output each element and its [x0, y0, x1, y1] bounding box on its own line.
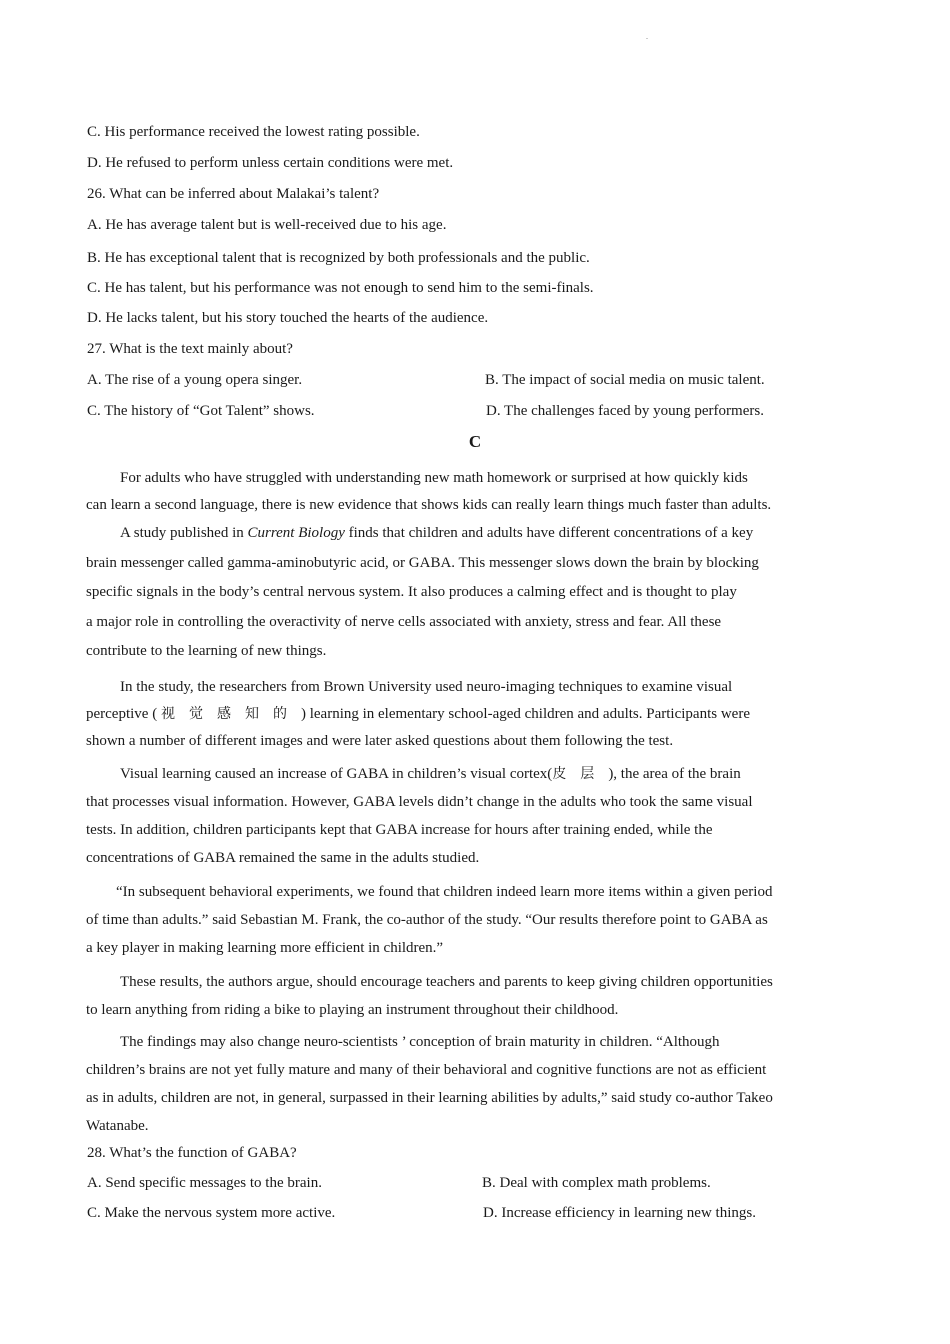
chinese-gloss: 视觉感知的 [160, 706, 301, 722]
paragraph-line: shown a number of different images and were later asked questions about them following the test. [86, 733, 674, 749]
paragraph-line: contribute to the learning of new things. [86, 643, 327, 659]
q28-option-c: C. Make the nervous system more active. [87, 1205, 336, 1221]
text-run: ), the area of the brain [608, 766, 741, 782]
paragraph-line: as in adults, children are not, in general, surpassed in their learning abilities by adults,” said study co-author Takeo [86, 1090, 773, 1106]
scan-speck [646, 38, 648, 39]
paragraph-line: a major role in controlling the overactivity of nerve cells associated with anxiety, stress and fear. All these [86, 613, 722, 630]
section-heading: C [468, 432, 482, 451]
q25-option-c: C. His performance received the lowest rating possible. [87, 124, 420, 140]
q26-option-a: A. He has average talent but is well-received due to his age. [87, 217, 447, 233]
paragraph-line: of time than adults.” said Sebastian M. Frank, the co-author of the study. “Our results therefore point to GABA as [86, 912, 768, 928]
passage-paragraph-3 [86, 674, 864, 755]
paragraph-line: These results, the authors argue, should encourage teachers and parents to keep giving children opportunities [120, 974, 773, 990]
q27-option-b: B. The impact of social media on music talent. [485, 372, 765, 388]
chinese-gloss: 皮层 [552, 766, 609, 782]
paragraph-line: that processes visual information. However, GABA levels didn’t change in the adults who took the same visual [86, 794, 753, 810]
passage-paragraph-7 [86, 1028, 864, 1140]
q27-stem: 27. What is the text mainly about? [87, 341, 293, 357]
paragraph-line: brain messenger called gamma-aminobutyric acid, or GABA. This messenger slows down the brain by blocking [86, 554, 759, 571]
q28-option-a: A. Send specific messages to the brain. [87, 1175, 322, 1191]
paragraph-line: specific signals in the body’s central nervous system. It also produces a calming effect and is thought to play [86, 584, 737, 600]
q27-option-d: D. The challenges faced by young performers. [486, 403, 764, 419]
passage-paragraph-5 [86, 878, 864, 962]
journal-title: Current Biology [247, 525, 345, 541]
passage-paragraph-4 [86, 760, 864, 872]
paragraph-line [86, 760, 864, 788]
passage-paragraph-6 [86, 968, 864, 1024]
paragraph-line [86, 701, 864, 728]
paragraph-line: The findings may also change neuro-scientists ’ conception of brain maturity in children. “Although [120, 1034, 720, 1050]
q27-option-a: A. The rise of a young opera singer. [87, 372, 303, 388]
text-run: finds that children and adults have different concentrations of a key [344, 525, 754, 541]
paragraph-line: In the study, the researchers from Brown University used neuro-imaging techniques to examine visual [120, 679, 733, 695]
paragraph-line: can learn a second language, there is new evidence that shows kids can really learn things much faster than adults. [86, 497, 772, 513]
text-run: perceptive ( [86, 706, 158, 722]
q26-option-b: B. He has exceptional talent that is recognized by both professionals and the public. [87, 250, 590, 266]
q26-option-d: D. He lacks talent, but his story touched the hearts of the audience. [87, 310, 489, 326]
passage-paragraph-2 [86, 519, 864, 667]
q28-option-b: B. Deal with complex math problems. [482, 1175, 711, 1191]
paragraph-line: tests. In addition, children participants kept that GABA increase for hours after training ended, while the [86, 822, 713, 838]
paragraph-line: For adults who have struggled with understanding new math homework or surprised at how quickly kids [120, 470, 748, 486]
text-run: ) learning in elementary school-aged children and adults. Participants were [300, 706, 750, 722]
q25-option-d: D. He refused to perform unless certain conditions were met. [87, 155, 454, 171]
paragraph-line [86, 519, 864, 549]
q27-option-c: C. The history of “Got Talent” shows. [87, 403, 315, 419]
paragraph-line: a key player in making learning more efficient in children.” [86, 940, 444, 956]
text-run: A study published in [120, 525, 248, 541]
text-run: Visual learning caused an increase of GABA in children’s visual cortex( [120, 766, 553, 782]
paragraph-line: concentrations of GABA remained the same in the adults studied. [86, 850, 480, 866]
paragraph-line: “In subsequent behavioral experiments, we found that children indeed learn more items within a given period [116, 884, 773, 900]
q26-stem: 26. What can be inferred about Malakai’s talent? [87, 186, 380, 202]
paragraph-line: children’s brains are not yet fully mature and many of their behavioral and cognitive functions are not as efficient [86, 1062, 767, 1078]
q26-option-c: C. He has talent, but his performance was not enough to send him to the semi-finals. [87, 280, 594, 296]
passage-paragraph-1 [86, 465, 864, 519]
q28-option-d: D. Increase efficiency in learning new things. [483, 1205, 756, 1221]
paragraph-line: to learn anything from riding a bike to playing an instrument throughout their childhood. [86, 1002, 619, 1018]
paragraph-line: Watanabe. [86, 1118, 149, 1134]
q28-stem: 28. What’s the function of GABA? [87, 1145, 297, 1161]
